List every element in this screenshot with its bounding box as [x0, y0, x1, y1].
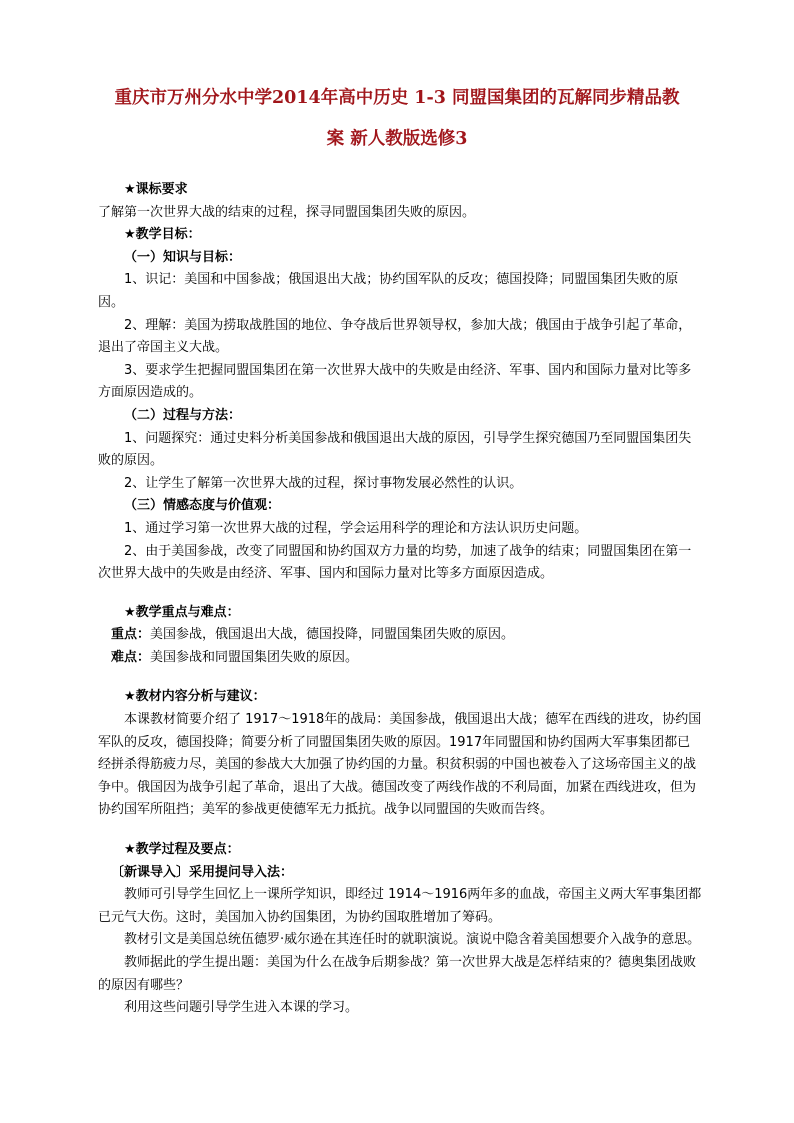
key-label: 重点：	[111, 627, 151, 643]
spacer	[98, 586, 702, 602]
process-item-1: 1、问题探究：通过史料分析美国参战和俄国退出大战的原因，引导学生探究德国乃至同盟国集团失败的原因。	[98, 430, 692, 469]
procedure-paragraph-3: 教师据此的学生提出题：美国为什么在战争后期参战？第一次世界大战是怎样结束的？德奥集团战败的原因有哪些？	[98, 955, 697, 993]
difficulty-line	[98, 647, 702, 670]
subheading-attitude: （三）情感态度与价值观：	[124, 498, 281, 514]
subheading-process: （二）过程与方法：	[124, 407, 242, 423]
section-heading-keypoints: ★教学重点与难点：	[124, 604, 240, 620]
analysis-text: 本课教材简要介绍了 1917～1918年的战局：美国参战，俄国退出大战；德军在西线的进攻，协约国军队的反攻，德国投降；简要分析了同盟国集团失败的原因。1917年同盟国和协约国两大军事集团都已经拼杀得筋疲力尽，美国的参战大大加强了协约国的力量。积贫积弱的中国也被卷入了这场帝国主义的战争中。俄国因为战争引起了革命，退出了大战。德国改变了两线作战的不利局面，加紧在西线进攻，但为协约国军所阻挡；美军的参战更使德军无力抵抗。战争以同盟国的失败而告终。	[98, 712, 702, 818]
document-body	[98, 179, 702, 1020]
key-text: 美国参战，俄国退出大战，德国投降，同盟国集团失败的原因。	[150, 627, 515, 643]
section-heading-analysis: ★教材内容分析与建议：	[124, 689, 266, 705]
procedure-paragraph-1: 教师可引导学生回忆上一课所学知识，即经过 1914～1916两年多的血战，帝国主义两大军事集团都已元气大伤。这时，美国加入协约国集团，为协约国取胜增加了筹码。	[98, 887, 702, 925]
difficulty-text: 美国参战和同盟国集团失败的原因。	[150, 649, 359, 665]
difficulty-label: 难点：	[111, 649, 151, 665]
knowledge-item-1: 1、识记：美国和中国参战；俄国退出大战；协约国军队的反攻；德国投降；同盟国集团失败的原因。	[98, 272, 679, 310]
standard-text: 了解第一次世界大战的结束的过程，探寻同盟国集团失败的原因。	[98, 204, 476, 220]
key-point-line	[98, 624, 702, 647]
knowledge-item-3: 3、要求学生把握同盟国集团在第一次世界大战中的失败是由经济、军事、国内和国际力量对比等多方面原因造成的。	[98, 362, 692, 401]
section-heading-goals: ★教学目标：	[124, 227, 201, 243]
procedure-paragraph-4: 利用这些问题引导学生进入本课的学习。	[124, 1000, 359, 1016]
document-title-line2: 案 新人教版选修3	[326, 129, 468, 149]
document-title-line1: 重庆市万州分水中学2014年高中历史 1-3 同盟国集团的瓦解同步精品教	[114, 88, 680, 108]
section-heading-standard: ★课标要求	[124, 182, 188, 197]
attitude-item-2: 2、由于美国参战，改变了同盟国和协约国双方力量的均势，加速了战争的结束；同盟国集团在第一次世界大战中的失败是由经济、军事、国内和国际力量对比等多方面原因造成。	[98, 543, 692, 582]
attitude-item-1: 1、通过学习第一次世界大战的过程，学会运用科学的理论和方法认识历史问题。	[124, 520, 588, 536]
spacer	[98, 669, 702, 686]
procedure-paragraph-2: 教材引文是美国总统伍德罗·威尔逊在其连任时的就职演说。演说中隐含着美国想要介入战争的意思。	[124, 932, 701, 948]
knowledge-item-2: 2、理解：美国为捞取战胜国的地位、争夺战后世界领导权，参加大战；俄国由于战争引起了革命，退出了帝国主义大战。	[98, 317, 692, 356]
section-heading-procedure: ★教学过程及要点：	[124, 842, 240, 858]
intro-label: 〔新课导入〕采用提问导入法：	[111, 864, 294, 880]
subheading-knowledge: （一）知识与目标：	[124, 249, 242, 265]
spacer	[98, 822, 702, 839]
process-item-2: 2、让学生了解第一次世界大战的过程，探讨事物发展必然性的认识。	[124, 475, 523, 491]
